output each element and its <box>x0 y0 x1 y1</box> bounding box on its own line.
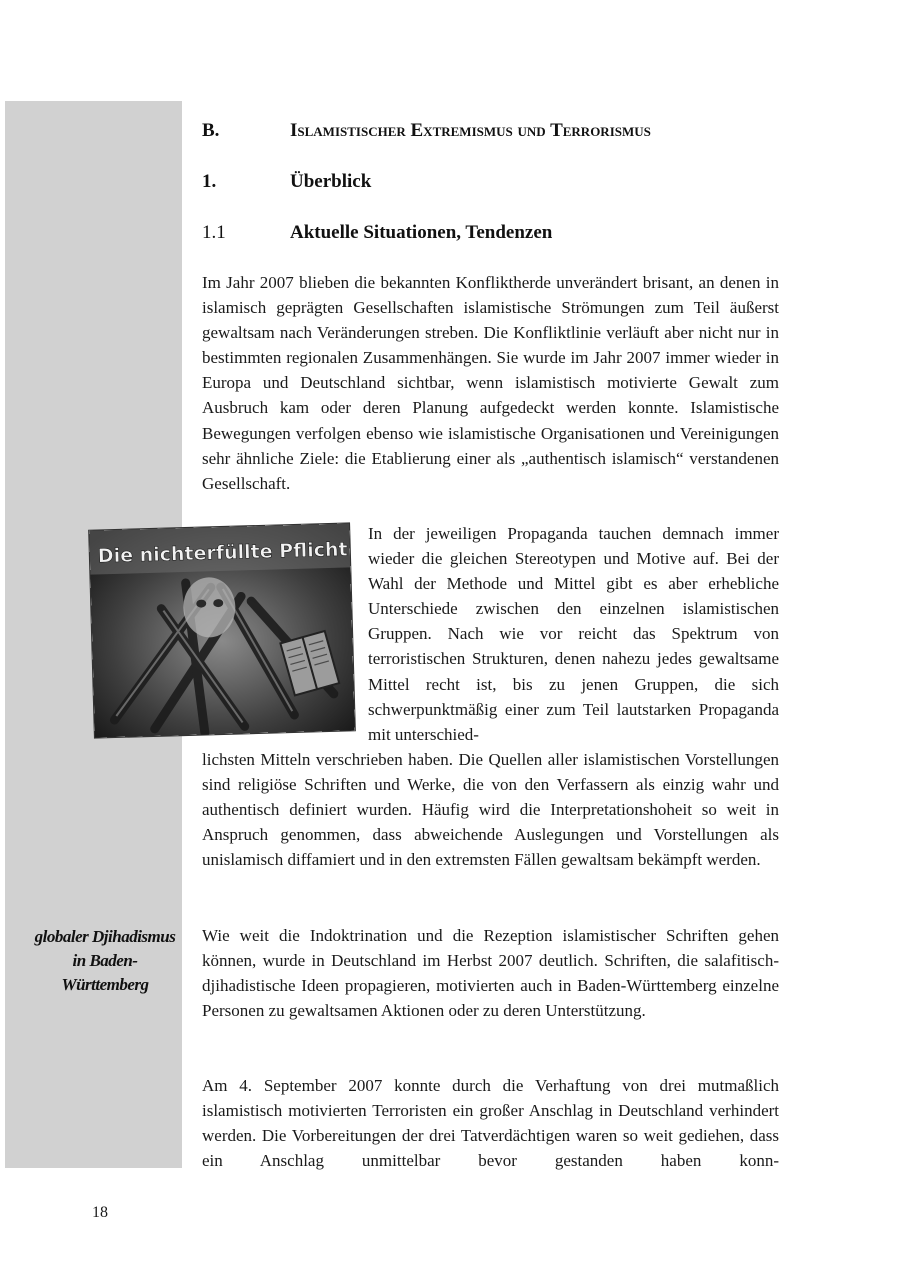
paragraph-intro: Im Jahr 2007 blieben die bekannten Konfliktherde unverändert brisant, an denen in islamisch geprägten Gesellschaften islamistische Strömungen zum Teil äußerst gewaltsam nach Veränderungen streben. Die Konfliktlinie verläuft aber nicht nur in bestimmten regionalen Zusammenhängen. Sie wurde im Jahr 2007 immer wieder in Europa und Deutschland sichtbar, wenn islamistisch motivierte Gewalt zum Ausbruch kam oder deren Planung aufgedeckt werden konnte. Islamistische Bewegungen verfolgen ebenso wie islamistische Organisationen und Vereinigungen sehr ähnliche Ziele: die Etablierung einer als „authentisch islamisch“ verstandenen Gesellschaft. <box>202 273 779 493</box>
propaganda-video-still <box>89 523 355 737</box>
margin-note: globaler Djihadismus in Baden-Württemberg <box>34 927 176 994</box>
video-still-illustration <box>89 523 355 737</box>
subchapter-heading <box>202 222 552 244</box>
section-letter: B. <box>202 120 220 141</box>
section-heading <box>202 120 651 142</box>
page-number: 18 <box>92 1204 108 1221</box>
subchapter-title: Aktuelle Situationen, Tendenzen <box>290 222 553 243</box>
paragraph-indoctrination: Wie weit die Indoktrination und die Rezeption islamistischer Schriften gehen können, wurde in Deutschland im Herbst 2007 deutlich. Schriften, die salafitisch-djihadistische Ideen propagieren, motivierten auch in Baden-Württemberg einzelne Personen zu gewaltsamen Aktionen oder zu deren Unterstützung. <box>202 926 779 1021</box>
subchapter-number: 1.1 <box>202 222 226 243</box>
video-still-caption: Die nichterfüllte Pflicht <box>97 538 348 568</box>
chapter-number: 1. <box>202 171 217 192</box>
paragraph-propaganda-continued: lichsten Mitteln verschrieben haben. Die Quellen aller islamistischen Vorstellungen sind religiöse Schriften und Werke, die von den Verfassern als einzig wahr und authentisch definiert wurden. Häufig wird die Interpretationshoheit so weit in Anspruch genommen, dass abweichende Auslegungen und Vorstellungen als unislamisch diffamiert und in den extremsten Fällen gewaltsam bekämpft werden. <box>202 750 779 870</box>
chapter-title: Überblick <box>290 171 372 192</box>
paragraph-arrests: Am 4. September 2007 konnte durch die Verhaftung von drei mutmaßlich islamistisch motivierten Terroristen ein großer Anschlag in Deutschland verhindert werden. Die Vorbereitungen der drei Tatverdächtigen waren so weit gediehen, dass ein Anschlag unmittelbar bevor gestanden haben konn- <box>202 1076 779 1171</box>
chapter-heading <box>202 171 371 193</box>
section-title: Islamistischer Extremismus und Terrorismus <box>290 120 651 141</box>
paragraph-propaganda-wrapped: In der jeweiligen Propaganda tauchen demnach immer wieder die gleichen Stereotypen und Motive auf. Bei der Wahl der Methode und Mittel gibt es aber erhebliche Unterschiede zwischen den einzelnen islamistischen Gruppen. Nach wie vor reicht das Spektrum von terroristischen Strukturen, denen nahezu jedes gewaltsame Mittel recht ist, bis zu jenen Gruppen, die sich schwerpunktmäßig einer zum Teil lautstarken Propaganda mit unterschied- <box>368 524 779 744</box>
